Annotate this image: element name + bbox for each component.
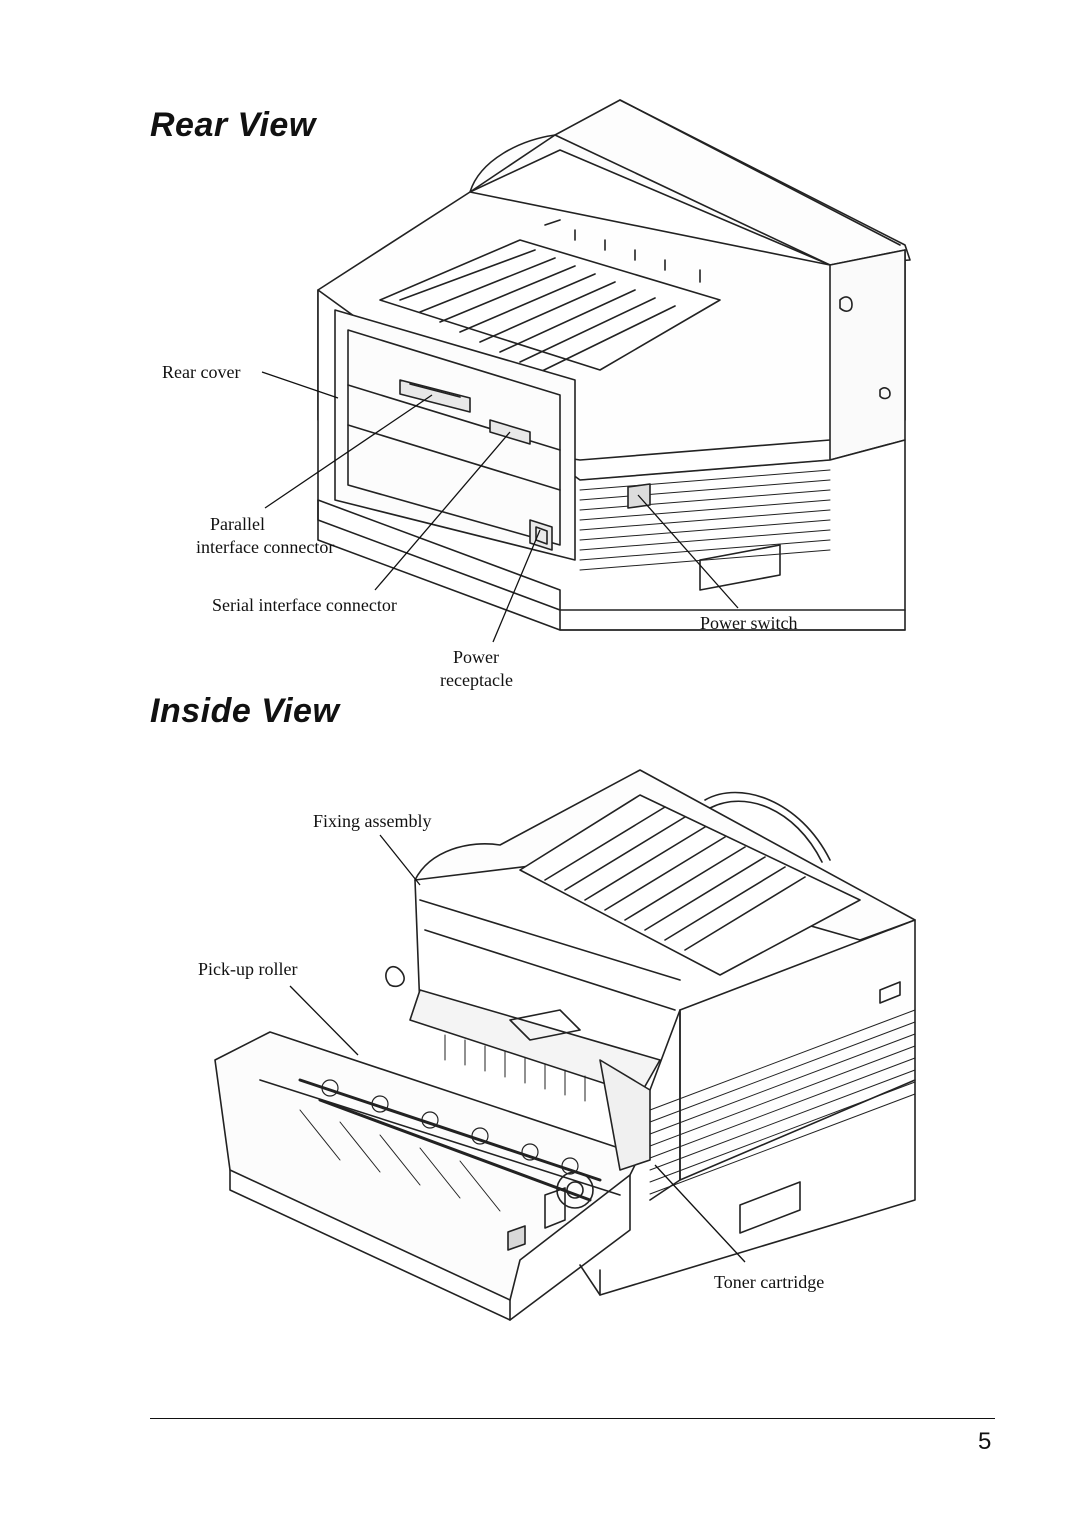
pickup-roller-leader (290, 986, 358, 1055)
footer-rule (150, 1418, 995, 1419)
toner-cartridge-leader (655, 1165, 745, 1262)
inside-view-heading: Inside View (150, 692, 340, 730)
power-receptacle-label-line2: receptacle (440, 670, 513, 690)
parallel-connector-label-line2: interface connector (196, 537, 335, 557)
rear-view-heading: Rear View (150, 106, 316, 144)
parallel-connector-label-line1: Parallel (210, 514, 265, 534)
power-receptacle-label-line1: Power (453, 647, 499, 667)
fixing-assembly-label: Fixing assembly (313, 811, 432, 831)
serial-connector-label: Serial interface connector (212, 595, 397, 615)
pickup-roller-label: Pick-up roller (198, 959, 298, 979)
fixing-assembly-leader (380, 835, 420, 885)
power-switch-label: Power switch (700, 613, 798, 633)
toner-cartridge-label: Toner cartridge (714, 1272, 825, 1292)
rear-cover-label: Rear cover (162, 362, 241, 382)
page-number: 5 (978, 1428, 992, 1455)
